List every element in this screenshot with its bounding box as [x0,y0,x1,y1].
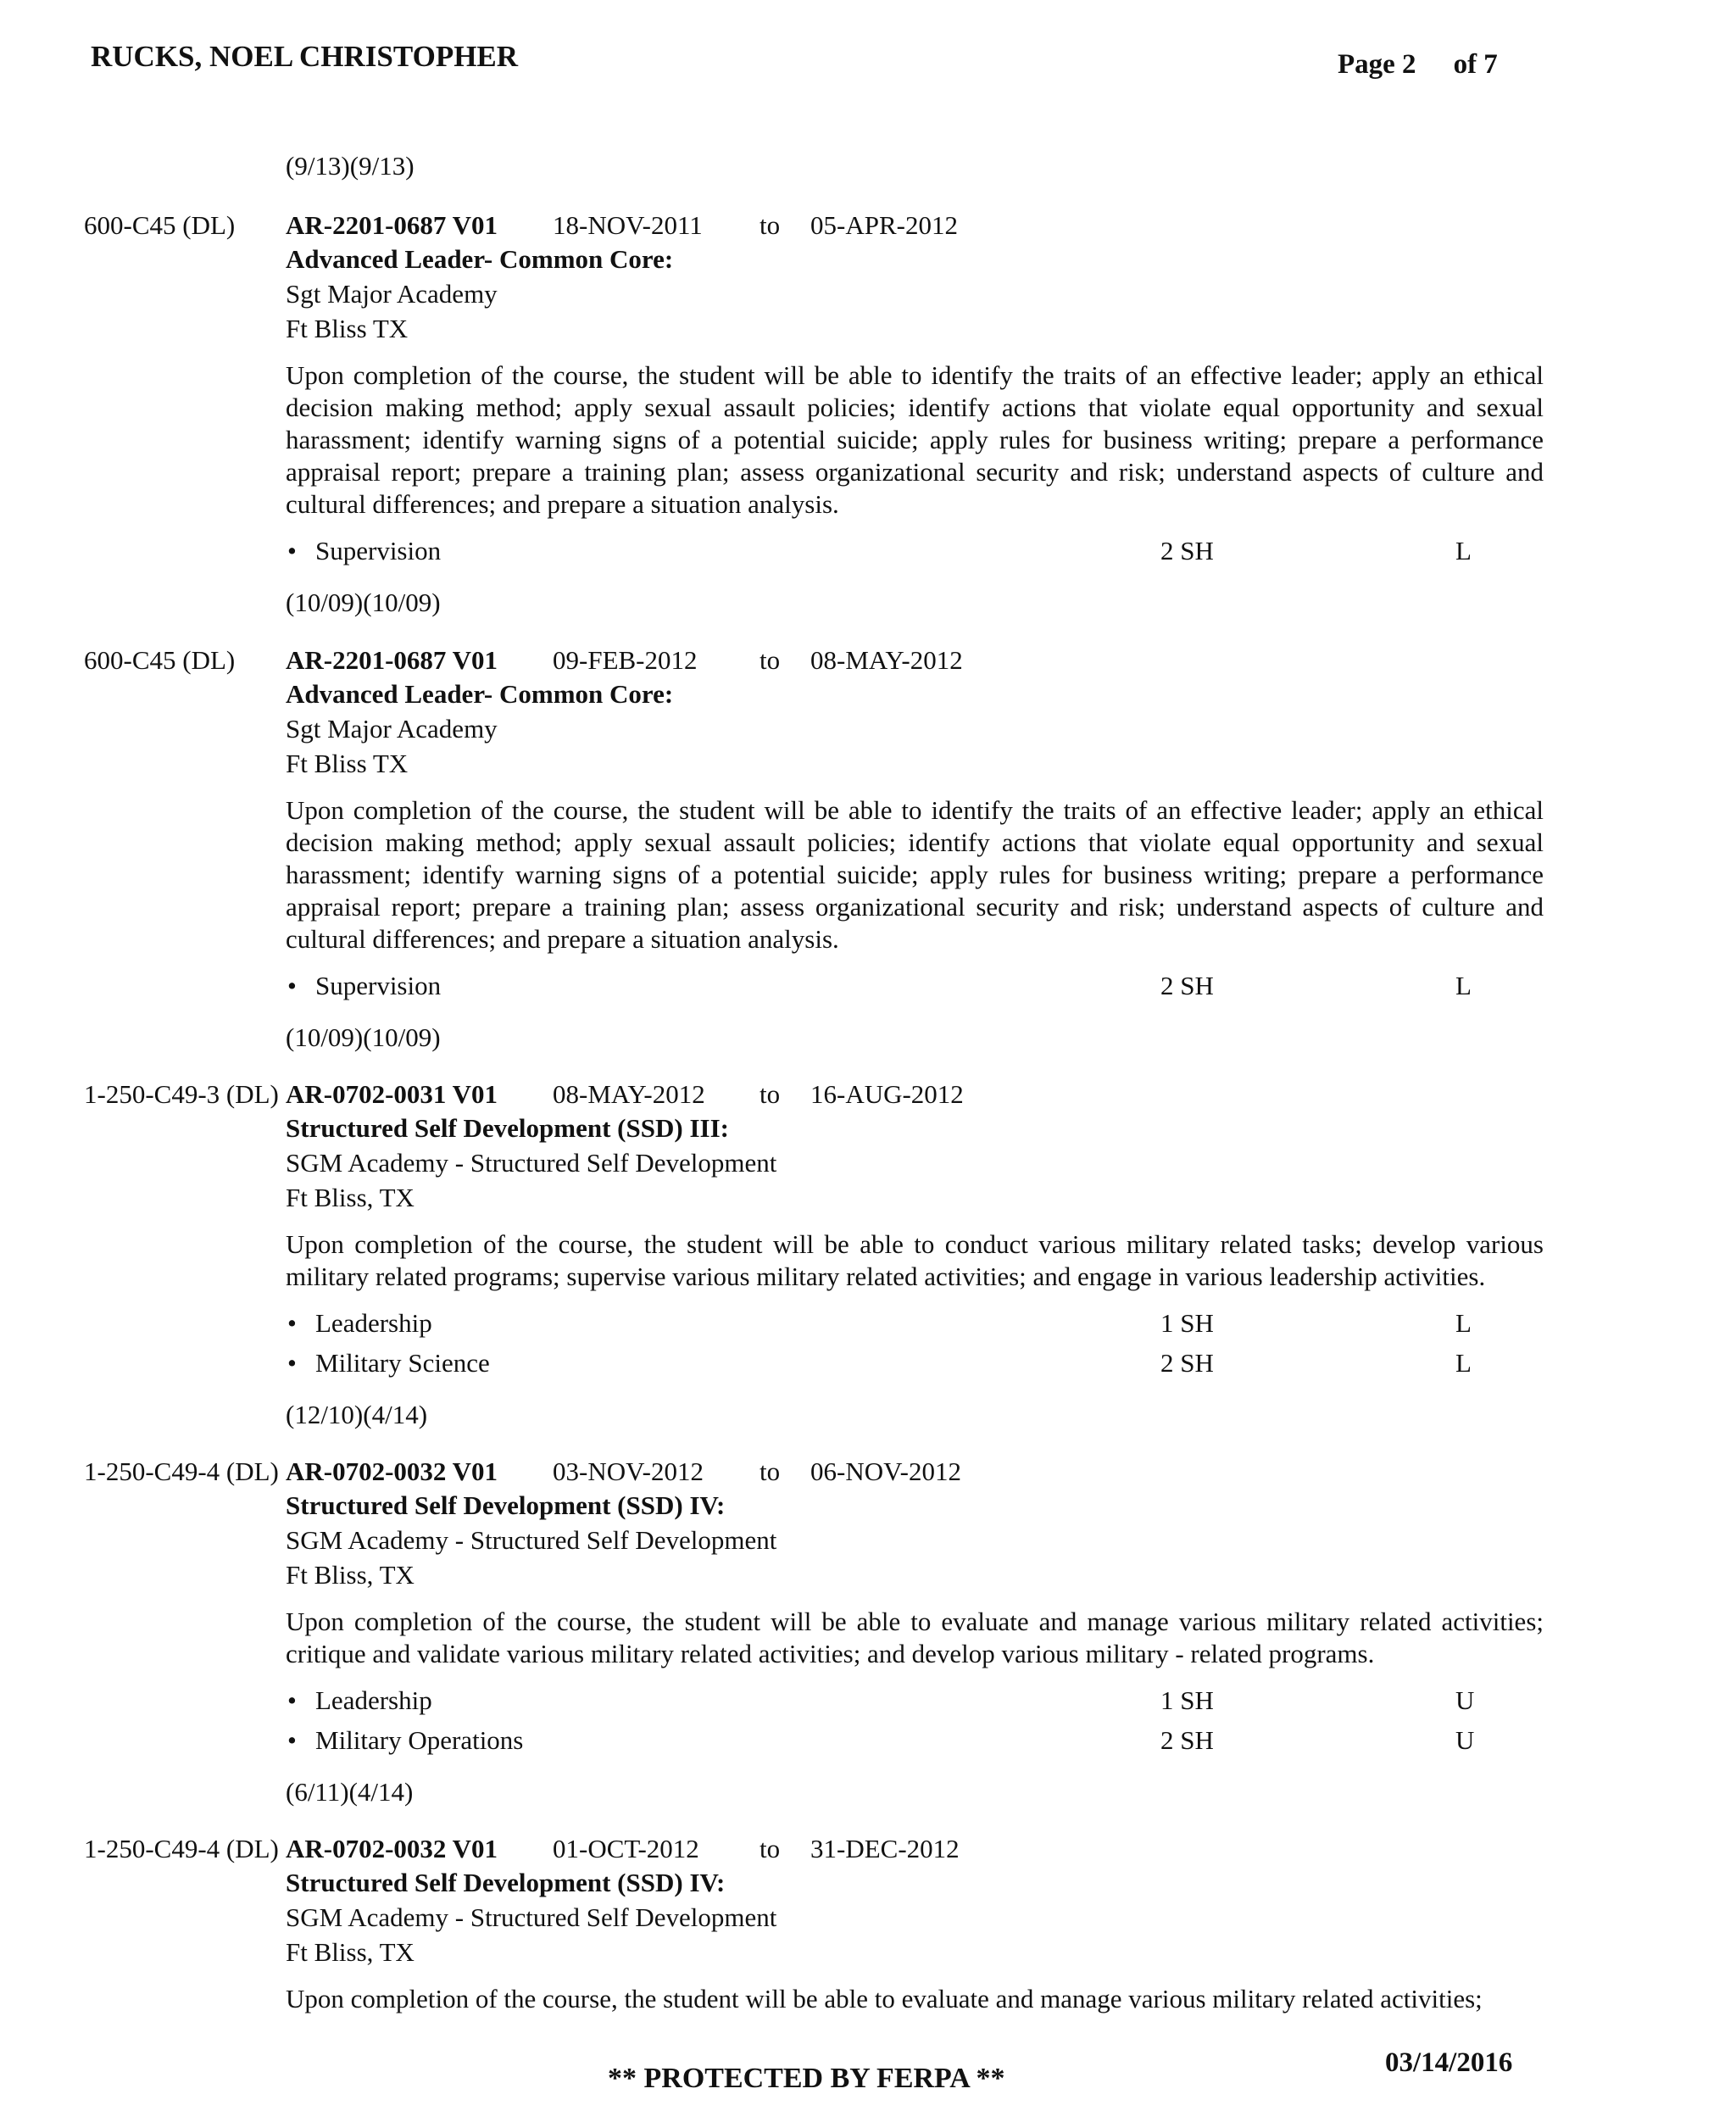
entry-ref: (10/09)(10/09) [286,1022,441,1052]
course-code: 1-250-C49-4 (DL) [84,1456,279,1486]
page-indicator [1338,49,1498,81]
course-code: 1-250-C49-4 (DL) [84,1834,279,1863]
course-code: 600-C45 (DL) [84,210,236,240]
entry-ref: (6/11)(4/14) [286,1777,414,1807]
subject-name: Supervision [315,971,442,1000]
course-description: Upon completion of the course, the student will be able to identify the traits of an effective leader; apply an ethical decision making method; apply sexual assault policies; identify actions that violate equal opportunity and sexual harassment; identify warning signs of a potential suicide; apply rules for business writing; prepare a performance appraisal report; prepare a training plan; assess organizational security and risk; understand aspects of culture and cultural differences; and prepare a situation analysis. [286,360,1544,519]
bullet-icon: • [287,1348,297,1378]
course-description: Upon completion of the course, the student will be able to evaluate and manage various military related activities; [286,1984,1483,2013]
credit-row [286,971,1557,1005]
course-location: Sgt Major Academy [286,279,498,309]
course-title: Advanced Leader- Common Core: [286,244,674,274]
course-city: Ft Bliss, TX [286,1560,415,1590]
start-date: 09-FEB-2012 [553,645,698,675]
credit-row [286,536,1557,570]
credit-hours: 2 SH [1160,1348,1214,1378]
end-date: 16-AUG-2012 [810,1079,964,1109]
course-city: Ft Bliss, TX [286,1183,415,1212]
credit-level: L [1455,1348,1472,1378]
subject-name: Leadership [315,1308,432,1338]
subject-name: Supervision [315,536,442,565]
course-city: Ft Bliss, TX [286,1937,415,1967]
course-city: Ft Bliss TX [286,749,409,778]
course-description: Upon completion of the course, the student will be able to evaluate and manage various military related activities; critique and validate various military related activities; and develop various military - related programs. [286,1607,1544,1668]
course-code: 1-250-C49-3 (DL) [84,1079,279,1109]
end-date: 31-DEC-2012 [810,1834,960,1863]
course-title: Structured Self Development (SSD) IV: [286,1868,726,1897]
end-date: 08-MAY-2012 [810,645,963,675]
date-separator: to [760,1456,781,1486]
course-code: 600-C45 (DL) [84,645,236,675]
continued-entry-ref: (9/13)(9/13) [286,151,415,181]
course-location: Sgt Major Academy [286,714,498,744]
course-location: SGM Academy - Structured Self Development [286,1902,777,1932]
course-title: Advanced Leader- Common Core: [286,679,674,709]
credit-level: L [1455,1308,1472,1338]
course-title: Structured Self Development (SSD) IV: [286,1490,726,1520]
course-title: Structured Self Development (SSD) III: [286,1113,729,1143]
bullet-icon: • [287,536,297,565]
course-id: AR-0702-0031 V01 [286,1079,498,1109]
course-id: AR-0702-0032 V01 [286,1834,498,1863]
credit-level: L [1455,971,1472,1000]
course-id: AR-2201-0687 V01 [286,645,498,675]
course-city: Ft Bliss TX [286,314,409,343]
credit-level: L [1455,536,1472,565]
credit-hours: 2 SH [1160,971,1214,1000]
credit-level: U [1455,1725,1475,1755]
credit-row [286,1725,1557,1759]
start-date: 08-MAY-2012 [553,1079,705,1109]
credit-hours: 2 SH [1160,1725,1214,1755]
bullet-icon: • [287,1725,297,1755]
end-date: 06-NOV-2012 [810,1456,961,1486]
page-total: of 7 [1453,49,1498,80]
subject-name: Military Science [315,1348,490,1378]
student-name: RUCKS, NOEL CHRISTOPHER [91,40,519,73]
start-date: 03-NOV-2012 [553,1456,704,1486]
credit-level: U [1455,1685,1475,1715]
subject-name: Leadership [315,1685,432,1715]
bullet-icon: • [287,1308,297,1338]
subject-name: Military Operations [315,1725,524,1755]
course-id: AR-2201-0687 V01 [286,210,498,240]
entry-ref: (10/09)(10/09) [286,588,441,617]
date-separator: to [760,1834,781,1863]
course-description: Upon completion of the course, the student will be able to identify the traits of an effective leader; apply an ethical decision making method; apply sexual assault policies; identify actions that violate equal opportunity and sexual harassment; identify warning signs of a potential suicide; apply rules for business writing; prepare a performance appraisal report; prepare a training plan; assess organizational security and risk; understand aspects of culture and cultural differences; and prepare a situation analysis. [286,795,1544,954]
page-number: Page 2 [1338,49,1416,80]
course-description: Upon completion of the course, the student will be able to conduct various military related tasks; develop various military related programs; supervise various military related activities; and engage in various leadership activities. [286,1229,1544,1291]
start-date: 01-OCT-2012 [553,1834,699,1863]
date-separator: to [760,645,781,675]
ferpa-notice: ** PROTECTED BY FERPA ** [608,2063,1005,2094]
credit-hours: 1 SH [1160,1308,1214,1338]
credit-hours: 1 SH [1160,1685,1214,1715]
entry-ref: (12/10)(4/14) [286,1400,428,1429]
end-date: 05-APR-2012 [810,210,958,240]
course-location: SGM Academy - Structured Self Development [286,1148,777,1178]
date-separator: to [760,210,781,240]
date-separator: to [760,1079,781,1109]
course-location: SGM Academy - Structured Self Development [286,1525,777,1555]
credit-row [286,1308,1557,1342]
bullet-icon: • [287,971,297,1000]
credit-hours: 2 SH [1160,536,1214,565]
credit-row [286,1348,1557,1382]
print-date: 03/14/2016 [1385,2047,1513,2078]
start-date: 18-NOV-2011 [553,210,703,240]
bullet-icon: • [287,1685,297,1715]
course-id: AR-0702-0032 V01 [286,1456,498,1486]
credit-row [286,1685,1557,1719]
